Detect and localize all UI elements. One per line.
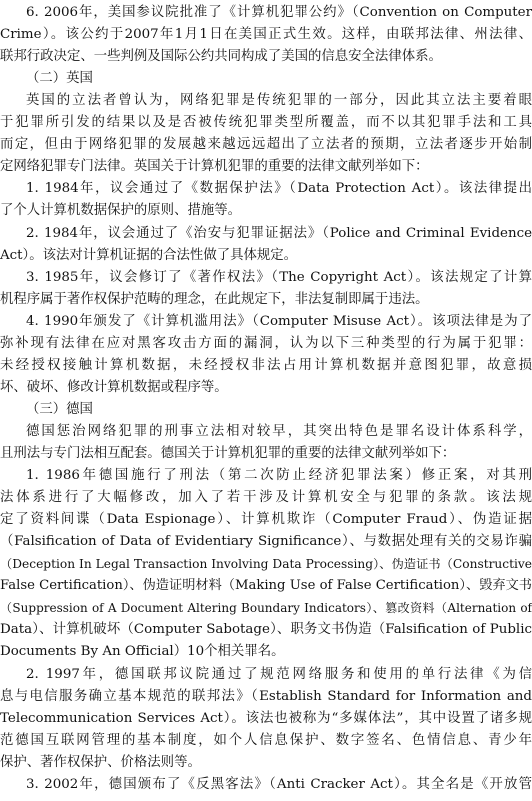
text-line: 机程序属于著作权保护范畴的理念，在此规定下，非法复制即属于违法。 — [0, 291, 429, 307]
text-line: 德国惩治网络犯罪的刑事立法相对较早，其突出特色是罪名设计体系科学， — [26, 423, 532, 439]
text-line: 4. 1990年颁发了《计算机滥用法》（Computer Misuse Act）。该项法律是为了 — [26, 313, 532, 329]
text-line: 6. 2006年，美国参议院批准了《计算机犯罪公约》（Convention on Computer — [26, 5, 532, 20]
section-heading: （二）英国 — [26, 71, 93, 87]
text-line: 了个人计算机数据保护的原则、措施等。 — [0, 203, 242, 219]
text-line: 息与电信服务确立基本规范的联邦法》（Establish Standard for Information and — [0, 688, 532, 704]
text-line: 弥补现有法律在应对黑客攻击方面的漏洞，认为以下三种类型的行为属于犯罪： — [0, 335, 532, 351]
text-line: 3. 2002年，德国颁布了《反黑客法》（Anti Cracker Act）。其全名是《开放管 — [26, 776, 532, 792]
text-line: （Suppression of A Document Altering Boundary Indicators）、篡改资料（Alternation of — [0, 601, 532, 616]
text-line: 于犯罪所引发的结果以及是否被传统犯罪类型所覆盖，而不以其犯罪手法和工具 — [0, 115, 532, 131]
text-line: 法体系进行了大幅修改，加入了若干涉及计算机安全与犯罪的条款。该法规 — [0, 490, 532, 506]
text-line: 保护、著作权保护、价格法则等。 — [0, 754, 201, 770]
text-line: Telecommunication Services Act）。该法也被称为“多媒体法”，其中设置了诸多规 — [0, 710, 532, 726]
text-line: 定了资料间谍（Data Espionage）、计算机欺诈（Computer Fraud）、伪造证据 — [0, 512, 532, 528]
text-line: 2. 1997年，德国联邦议院通过了规范网络服务和使用的单行法律《为信 — [26, 666, 532, 682]
text-line: False Certification）、伪造证明材料（Making Use of False Certification）、毁弃文书 — [0, 578, 532, 594]
text-line: 英国的立法者曾认为，网络犯罪是传统犯罪的一部分，因此其立法主要着眼 — [26, 93, 532, 109]
text-line: Documents By An Official）10个相关罪名。 — [0, 644, 285, 660]
text-line: 范德国互联网管理的基本制度，如个人信息保护、数字签名、色情信息、青少年 — [0, 732, 532, 748]
text-line: 联邦行政决定、一些判例及国际公约共同构成了美国的信息安全法律体系。 — [0, 49, 442, 65]
text-line: Crime）。该公约于2007年1月1日在美国正式生效。这样，由联邦法律、州法律、 — [0, 27, 532, 43]
text-line: 1. 1986年德国施行了刑法（第二次防止经济犯罪法案）修正案，对其刑 — [26, 468, 532, 484]
text-line: （Falsification of Data of Evidentiary Significance）、与数据处理有关的交易诈骗 — [0, 534, 532, 550]
text-line: 未经授权接触计算机数据，未经授权非法占用计算机数据并意图犯罪，故意损 — [0, 357, 532, 373]
text-line: （Deception In Legal Transaction Involving Data Processing）、伪造证书（Constructive — [0, 557, 532, 572]
text-line: 坏、破坏、修改计算机数据或程序等。 — [0, 379, 228, 395]
text-line: 3. 1985年，议会修订了《著作权法》（The Copyright Act）。该法规定了计算 — [26, 269, 532, 285]
text-line: Act）。该法对计算机证据的合法性做了具体规定。 — [0, 247, 298, 263]
text-line: 2. 1984年，议会通过了《治安与犯罪证据法》（Police and Criminal Evidence — [26, 225, 532, 241]
text-line: 且刑法与专门法相互配套。德国关于计算机犯罪的重要的法律文献列举如下： — [0, 446, 456, 461]
text-line: 定网络犯罪专门法律。英国关于计算机犯罪的重要的法律文献列举如下： — [0, 159, 429, 175]
section-heading: （三）德国 — [26, 401, 93, 417]
text-line: 而定，但由于网络犯罪的发展越来越远远超出了立法者的预期，立法者逐步开始制 — [0, 137, 532, 153]
text-line: 1. 1984年，议会通过了《数据保护法》（Data Protection Act）。该法律提出 — [26, 181, 532, 197]
text-line: Data）、计算机破坏（Computer Sabotage）、职务文书伪造（Falsification of Public — [0, 622, 532, 638]
